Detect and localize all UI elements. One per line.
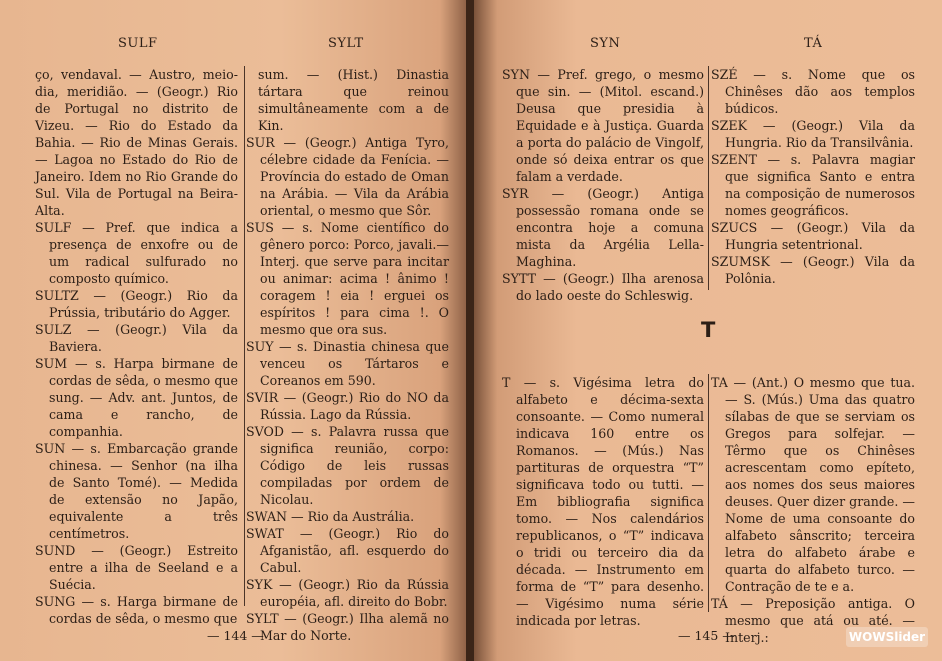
watermark-logo: WOWSlider bbox=[846, 627, 928, 647]
left-column-2 bbox=[246, 66, 449, 644]
entry: SUR — (Geogr.) Antiga Tyro, célebre cidade da Fenícia. — Província do estado de Oman na Arábia. — Vila da Arábia oriental, o mesmo que Sôr. bbox=[246, 135, 449, 218]
entry: SVOD — s. Palavra russa que significa reunião, corpo: Código de leis russas compiladas por ordem de Nicolau. bbox=[246, 424, 449, 507]
right-column-2-bottom bbox=[711, 374, 915, 646]
right-column-1-top bbox=[502, 66, 704, 304]
entry: SUND — (Geogr.) Estreito entre a ilha de Seeland e a Suécia. bbox=[35, 543, 238, 592]
entry: SUM — s. Harpa birmane de cordas de sêda, o mesmo que sung. — Adv. ant. Juntos, de cama e rancho, de companhia. bbox=[35, 356, 238, 439]
entry: SUS — s. Nome científico do gênero porco: Porco, javali.— Interj. que serve para incitar ou animar: acima ! ânimo ! coragem ! eia ! erguei os espíritos ! para cima !. O mesmo que ora sus. bbox=[246, 220, 449, 337]
entry: SYK — (Geogr.) Rio da Rússia européia, afl. direito do Bobr. bbox=[246, 577, 449, 609]
entry: SWAN — Rio da Austrália. bbox=[246, 509, 415, 524]
column-divider-top bbox=[708, 66, 709, 290]
entry: SYN — Pref. grego, o mesmo que sin. — (Mitol. escand.) Deusa que presidia à Equidade e à Justiça. Guarda a porta do palácio de Vingolf, onde só deixa entrar os que falam a verdade. bbox=[502, 67, 704, 184]
entry: sum. — (Hist.) Dinastia tártara que reinou simultâneamente com a de Kin. bbox=[258, 67, 449, 133]
entry: SWAT — (Geogr.) Rio do Afganistão, afl. esquerdo do Cabul. bbox=[246, 526, 449, 575]
entry: SYTT — (Geogr.) Ilha arenosa do lado oeste do Schleswig. bbox=[502, 271, 704, 303]
right-column-1-bottom bbox=[502, 374, 704, 629]
left-header-start: SULF bbox=[118, 36, 158, 51]
entry: SZUMSK — (Geogr.) Vila da Polônia. bbox=[711, 254, 915, 286]
entry: SZENT — s. Palavra magiar que significa Santo e entra na composição de numerosos nomes geográficos. bbox=[711, 152, 915, 218]
right-header-end: TÁ bbox=[804, 36, 823, 51]
section-letter: T bbox=[701, 318, 716, 342]
entry: SULF — Pref. que indica a presença de enxofre ou de um radical sulfurado no composto químico. bbox=[35, 220, 238, 286]
entry: TÁ — Preposição antiga. O mesmo que atá ou até. — Interj.: bbox=[711, 596, 915, 645]
entry: T — s. Vigésima letra do alfabeto e décima-sexta consoante. — Como numeral indicava 160 entre os Romanos. — (Mús.) Nas partituras de orquestra “T” significava todo ou tutti. — Em bibliografia significa tomo. — Nos calendários republicanos, o “T” indicava o tridi ou terceiro dia da década. — Instrumento em forma de “T” para desenho. — Vigésimo numa série indicada por letras. bbox=[502, 375, 704, 628]
entry: SUN — s. Embarcação grande chinesa. — Senhor (na ilha de Santo Tomé). — Medida de extensão no Japão, equivalente a três centímetros. bbox=[35, 441, 238, 541]
page-number-right: — 145 — bbox=[678, 628, 735, 643]
left-column-1 bbox=[35, 66, 238, 627]
right-column-2-top bbox=[711, 66, 915, 287]
page-number-left: — 144 — bbox=[207, 628, 264, 643]
entry: SUNG — s. Harga birmane de cordas de sêda, o mesmo que bbox=[35, 594, 238, 626]
entry: SVIR — (Geogr.) Rio do NO da Rússia. Lago da Rússia. bbox=[246, 390, 449, 422]
entry: SZÉ — s. Nome que os Chinêses dão aos templos búdicos. bbox=[711, 67, 915, 116]
entry: SYLT — (Geogr.) Ilha alemã no Mar do Norte. bbox=[246, 611, 449, 643]
entry: SULZ — (Geogr.) Vila da Baviera. bbox=[35, 322, 238, 354]
entry: ço, vendaval. — Austro, meio-dia, meridião. — (Geogr.) Rio de Portugal no distrito de Vizeu. — Rio do Estado da Bahia. — Rio de Minas Gerais. — Lagoa no Estado do Rio de Janeiro. Idem no Rio Grande do Sul. Vila de Portugal na Beira-Alta. bbox=[35, 67, 238, 218]
entry: SULTZ — (Geogr.) Rio da Prússia, tributário do Agger. bbox=[35, 288, 238, 320]
entry: SYR — (Geogr.) Antiga possessão romana onde se encontra hoje a comuna mista da Argélia Lella-Maghina. bbox=[502, 186, 704, 269]
right-header-start: SYN bbox=[590, 36, 621, 51]
right-page bbox=[474, 0, 942, 661]
left-page bbox=[0, 0, 468, 661]
entry: TA — (Ant.) O mesmo que tua. — S. (Mús.) Uma das quatro sílabas de que se serviam os Gregos para solfejar. — Têrmo que os Chinêses acrescentam como epíteto, aos nomes dos seus maiores deuses. Quer dizer grande. — Nome de uma consoante do alfabeto sânscrito; terceira letra do alfabeto árabe e quarta do alfabeto turco. — Contração de te e a. bbox=[711, 375, 915, 594]
entry: SZUCS — (Geogr.) Vila da Hungria setentrional. bbox=[711, 220, 915, 252]
column-divider-bottom bbox=[708, 374, 709, 612]
left-header-end: SYLT bbox=[328, 36, 364, 51]
column-divider bbox=[244, 66, 245, 606]
entry: SUY — s. Dinastia chinesa que venceu os Tártaros e Coreanos em 590. bbox=[246, 339, 449, 388]
entry: SZEK — (Geogr.) Vila da Hungria. Rio da Transilvânia. bbox=[711, 118, 915, 150]
